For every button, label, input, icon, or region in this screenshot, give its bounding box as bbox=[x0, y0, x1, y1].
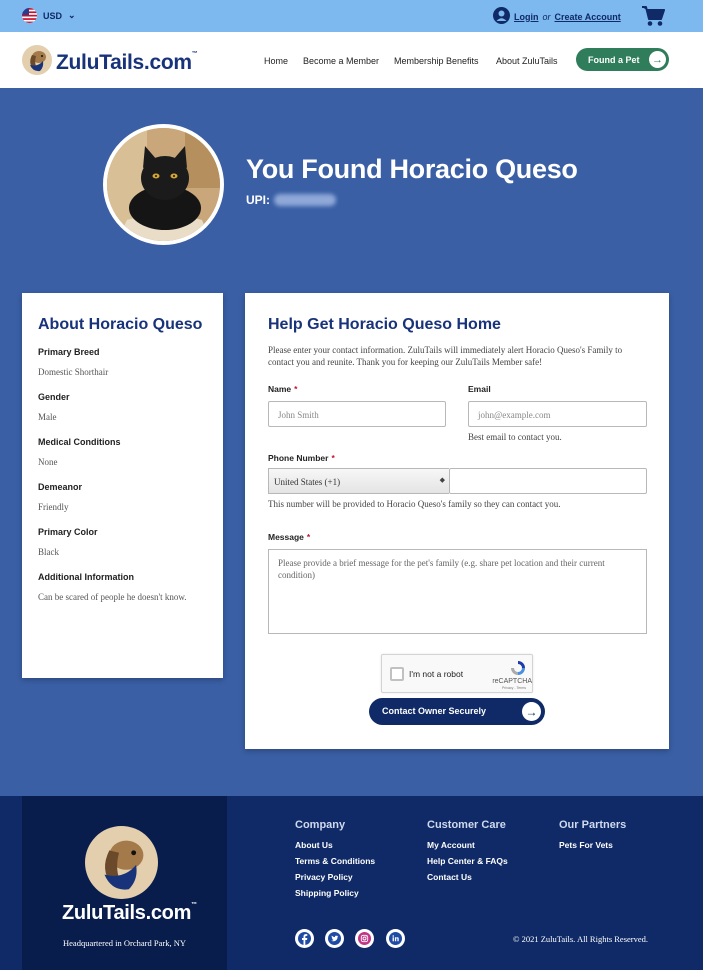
footer-column-customer-care bbox=[427, 819, 508, 888]
field-label: Gender bbox=[38, 392, 70, 402]
account-links bbox=[493, 7, 621, 26]
nav-about-zulutails[interactable]: About ZuluTails bbox=[496, 56, 558, 66]
footer-link-help-center[interactable]: Help Center & FAQs bbox=[427, 856, 508, 866]
chevron-down-icon: ⌄ bbox=[68, 10, 76, 20]
found-a-pet-label: Found a Pet bbox=[588, 54, 640, 65]
about-title: About Horacio Queso bbox=[38, 316, 203, 333]
message-label: Message * bbox=[268, 532, 311, 542]
phone-input[interactable] bbox=[449, 468, 647, 494]
field-label: Primary Color bbox=[38, 527, 98, 537]
dog-logo-icon bbox=[22, 45, 52, 80]
phone-label: Phone Number * bbox=[268, 453, 335, 463]
linkedin-icon[interactable] bbox=[386, 929, 405, 948]
footer-column-title: Our Partners bbox=[559, 819, 627, 831]
recaptcha-brand: reCAPTCHA bbox=[492, 678, 532, 685]
field-value: Friendly bbox=[38, 502, 69, 512]
nav-become-member[interactable]: Become a Member bbox=[303, 56, 380, 66]
field-label: Medical Conditions bbox=[38, 437, 121, 447]
about-pet-card bbox=[22, 293, 223, 678]
name-label: Name * bbox=[268, 384, 298, 394]
footer-column-partners bbox=[559, 819, 626, 856]
contact-owner-button[interactable] bbox=[369, 698, 545, 725]
twitter-icon[interactable] bbox=[325, 929, 344, 948]
footer-link-contact-us[interactable]: Contact Us bbox=[427, 872, 472, 882]
country-code-value: United States (+1) bbox=[274, 477, 341, 487]
us-flag-icon bbox=[22, 8, 37, 23]
email-hint: Best email to contact you. bbox=[468, 432, 562, 442]
copyright: © 2021 ZuluTails. All Rights Reserved. bbox=[513, 934, 649, 944]
or-text: or bbox=[542, 11, 551, 22]
email-input[interactable]: john@example.com bbox=[468, 401, 647, 427]
upi-redacted bbox=[274, 194, 336, 206]
phone-hint: This number will be provided to Horacio Queso's family so they can contact you. bbox=[268, 499, 561, 509]
email-label: Email bbox=[468, 384, 491, 394]
pet-avatar bbox=[103, 124, 224, 245]
recaptcha-widget bbox=[381, 654, 533, 693]
currency-label: USD bbox=[43, 10, 63, 21]
footer-column-title: Customer Care bbox=[427, 819, 506, 831]
nav-home[interactable]: Home bbox=[264, 56, 289, 66]
user-icon bbox=[493, 7, 510, 26]
recaptcha-label: I'm not a robot bbox=[409, 669, 464, 679]
footer-link-my-account[interactable]: My Account bbox=[427, 840, 475, 850]
site-header bbox=[0, 32, 703, 88]
footer-link-shipping[interactable]: Shipping Policy bbox=[295, 888, 359, 898]
field-label: Primary Breed bbox=[38, 347, 100, 357]
recaptcha-terms[interactable]: Privacy - Terms bbox=[501, 686, 526, 690]
create-account-link[interactable]: Create Account bbox=[554, 11, 621, 22]
top-bar bbox=[0, 0, 703, 32]
upi-label: UPI: bbox=[246, 193, 270, 207]
footer-brand bbox=[22, 796, 227, 970]
footer-link-pets-for-vets[interactable]: Pets For Vets bbox=[559, 840, 613, 850]
arrow-right-icon: → bbox=[522, 702, 541, 721]
field-value: Male bbox=[38, 412, 57, 422]
instagram-icon[interactable] bbox=[355, 929, 374, 948]
found-a-pet-button[interactable] bbox=[576, 48, 669, 71]
upi-line bbox=[246, 193, 336, 207]
select-arrows-icon: ◆ bbox=[439, 476, 445, 484]
footer-column-company bbox=[295, 819, 375, 904]
footer-logo-text[interactable]: ZuluTails.com™ bbox=[62, 902, 197, 924]
message-textarea[interactable]: Please provide a brief message for the pet's family (e.g. share pet location and their current condition) bbox=[268, 549, 647, 634]
recaptcha-logo-icon bbox=[510, 660, 526, 676]
site-footer bbox=[0, 796, 703, 970]
arrow-right-icon: → bbox=[649, 51, 666, 68]
currency-selector[interactable] bbox=[22, 8, 76, 23]
field-value: None bbox=[38, 457, 58, 467]
footer-hq: Headquartered in Orchard Park, NY bbox=[63, 938, 186, 948]
contact-form-card bbox=[245, 293, 669, 749]
footer-link-terms[interactable]: Terms & Conditions bbox=[295, 856, 376, 866]
footer-column-title: Company bbox=[295, 819, 346, 831]
page-title: You Found Horacio Queso bbox=[246, 154, 578, 184]
contact-owner-label: Contact Owner Securely bbox=[382, 706, 487, 716]
field-value: Domestic Shorthair bbox=[38, 367, 109, 377]
field-label: Additional Information bbox=[38, 572, 134, 582]
form-intro: Please enter your contact information. ZuluTails will immediately alert Horacio Queso's Family to contact you and reunite. Thank you for keeping our ZuluTails Member safe! bbox=[268, 345, 623, 367]
country-code-select[interactable] bbox=[268, 468, 449, 494]
field-label: Demeanor bbox=[38, 482, 83, 492]
field-value: Can be scared of people he doesn't know. bbox=[38, 592, 187, 602]
dog-logo-icon bbox=[85, 826, 158, 899]
field-value: Black bbox=[38, 547, 59, 557]
footer-link-about-us[interactable]: About Us bbox=[295, 840, 333, 850]
recaptcha-checkbox[interactable] bbox=[390, 667, 404, 681]
cart-icon[interactable] bbox=[641, 5, 665, 32]
logo-text: ZuluTails.com™ bbox=[56, 50, 198, 74]
footer-link-privacy[interactable]: Privacy Policy bbox=[295, 872, 353, 882]
form-title: Help Get Horacio Queso Home bbox=[268, 316, 501, 333]
name-input[interactable]: John Smith bbox=[268, 401, 446, 427]
site-logo[interactable] bbox=[22, 45, 197, 80]
login-link[interactable]: Login bbox=[514, 11, 539, 22]
nav-membership-benefits[interactable]: Membership Benefits bbox=[394, 56, 479, 66]
facebook-icon[interactable] bbox=[295, 929, 314, 948]
